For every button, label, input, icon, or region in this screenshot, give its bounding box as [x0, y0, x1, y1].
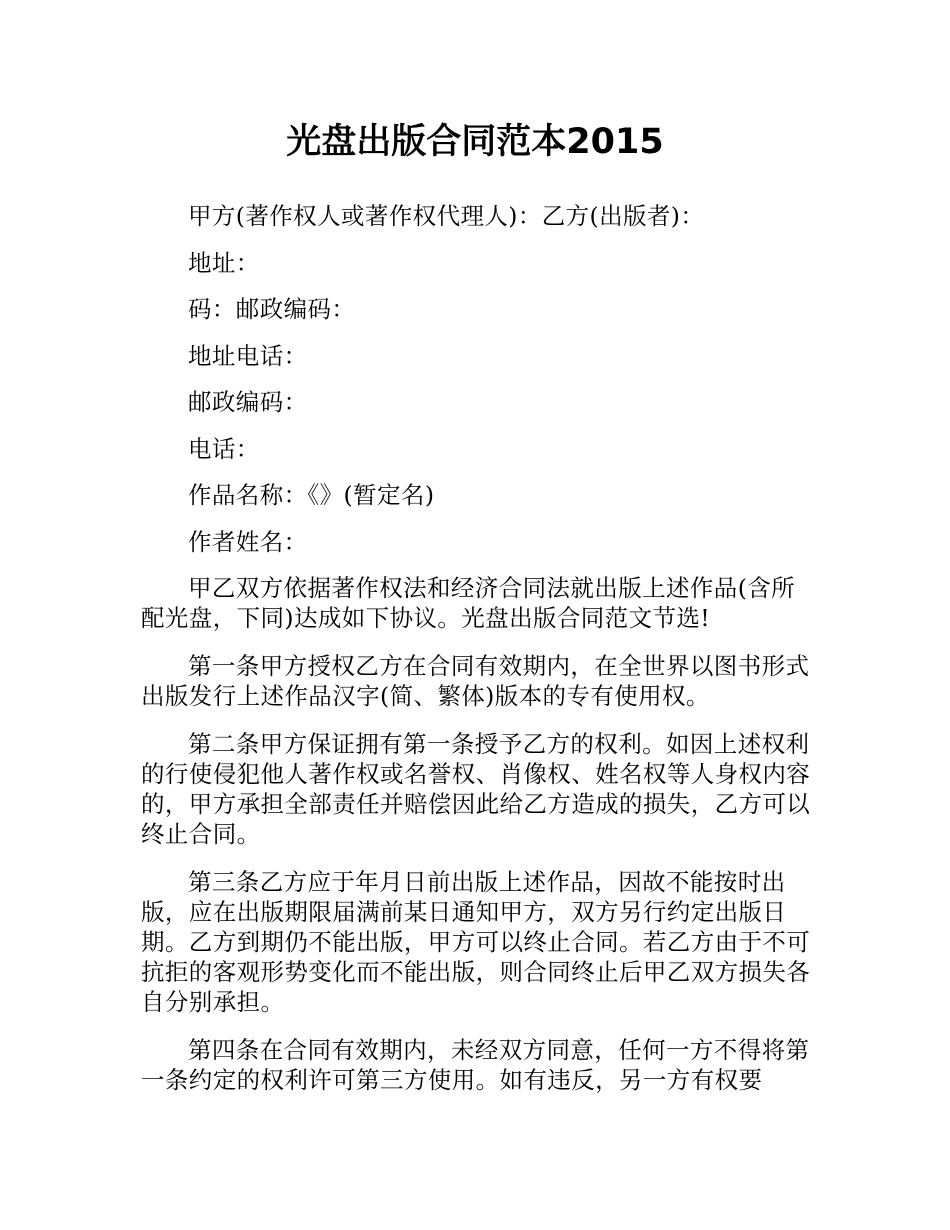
postal-code-line-2: 邮政编码：: [188, 388, 308, 416]
address-line: 地址：: [188, 248, 260, 277]
author-name-line: 作者姓名：: [188, 527, 308, 556]
article-4-paragraph: 第四条在合同有效期内，未经双方同意，任何一方不得将第一条约定的权利许可第三方使用。如有违反，另一方有权要: [141, 1036, 810, 1094]
document-title: 光盘出版合同范本2015: [286, 122, 664, 162]
phone-line: 电话：: [188, 434, 260, 463]
work-title-line: 作品名称：《》(暂定名): [188, 481, 435, 509]
article-1-paragraph: 第一条甲方授权乙方在合同有效期内，在全世界以图书形式出版发行上述作品汉字(简、繁体)版本的专有使用权。: [141, 652, 810, 710]
article-2-paragraph: 第二条甲方保证拥有第一条授予乙方的权利。如因上述权利的行使侵犯他人著作权或名誉权、肖像权、姓名权等人身权内容的，甲方承担全部责任并赔偿因此给乙方造成的损失，乙方可以终止合同。: [141, 730, 811, 848]
article-3-paragraph: 第三条乙方应于年月日前出版上述作品，因故不能按时出版，应在出版期限届满前某日通知甲方，双方另行约定出版日期。乙方到期仍不能出版，甲方可以终止合同。若乙方由于不可抗拒的客观形势变化而不能出版，则合同终止后甲乙双方损失各自分别承担。: [141, 868, 811, 1016]
party-line: 甲方(著作权人或著作权代理人)：乙方(出版者)：: [188, 202, 705, 230]
document-body: [141, 201, 813, 1113]
preamble-paragraph: 甲乙双方依据著作权法和经济合同法就出版上述作品(含所配光盘，下同)达成如下协议。光盘出版合同范文节选!: [141, 574, 796, 632]
postal-code-line: 码：邮政编码：: [188, 295, 356, 323]
address-phone-line: 地址电话：: [188, 341, 308, 370]
